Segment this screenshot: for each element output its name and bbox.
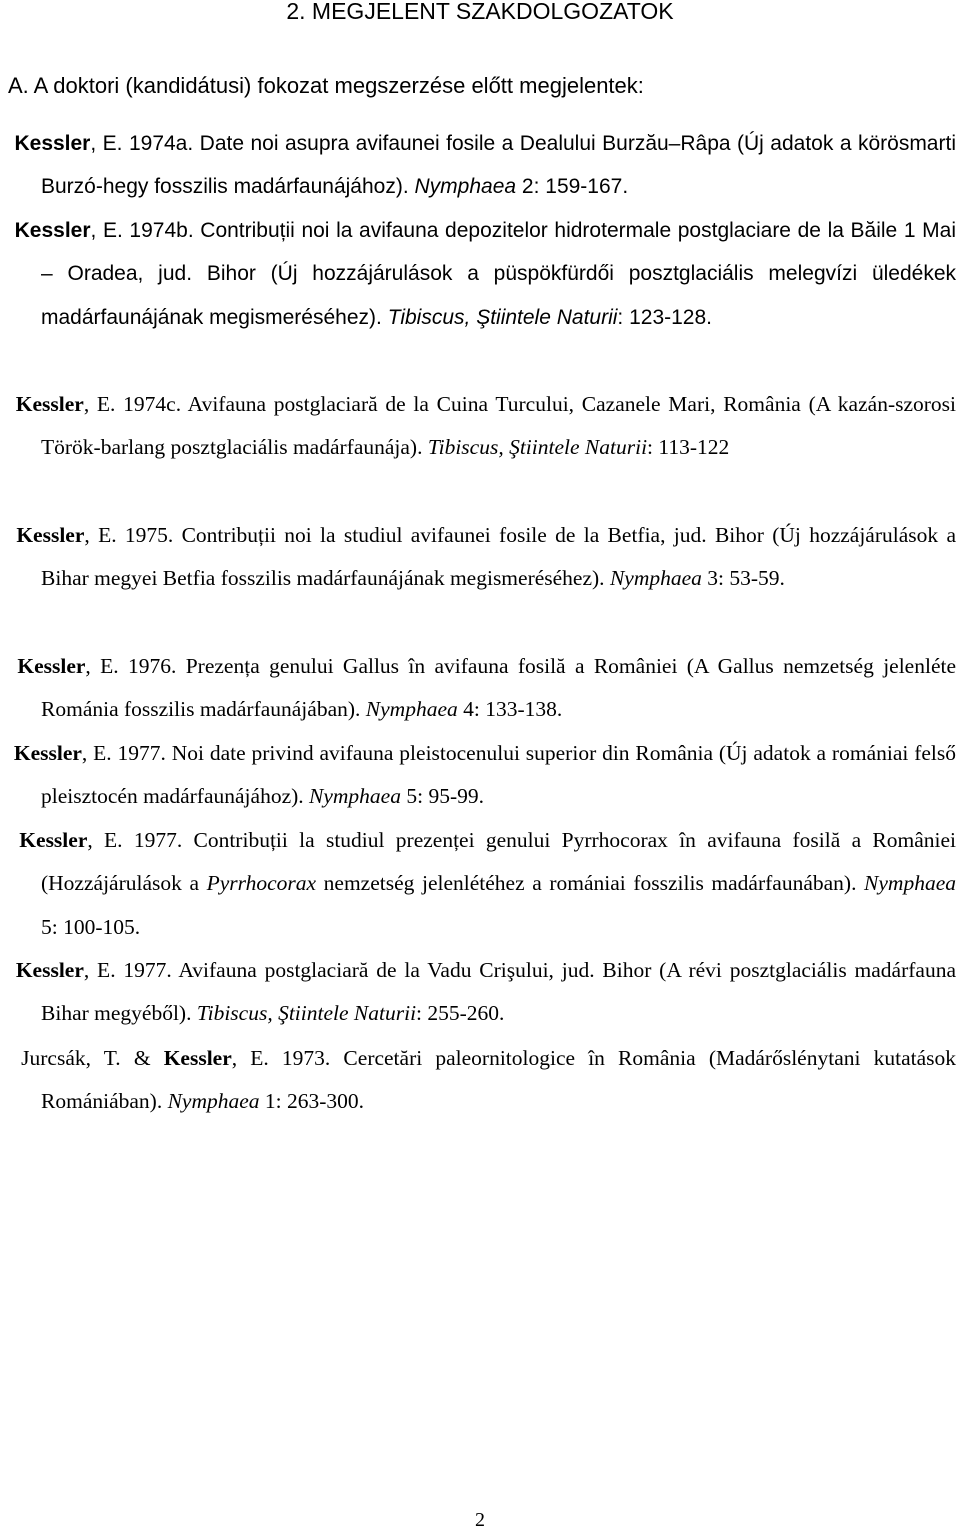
entry-text: , E. 1974b. Contribuții noi la avifauna depozitelor hidrotermale postglaciare de la Băile 1 Mai – Oradea, jud. Bihor (Új hozzájárulások a püspökfürdői posztglaciális melegvízi üledékek madárfaunájának megismeréséhez). [41,219,956,329]
entry-journal: Nymphaea [414,175,517,199]
list-item [8,949,956,1036]
entry-author: Kessler [15,958,84,982]
entry-details: 1: 263-300. [259,1089,365,1114]
entry-text: , E. 1977. Avifauna postglaciară de la Vadu Crişului, jud. Bihor (A révi posztglaciális madárfauna Bihar megyéből). [41,958,957,1026]
entry-coauthor: Jurcsák, T. & [21,1046,164,1070]
entry-journal: Nymphaea [609,566,702,591]
entry-text: , E. 1973. Cercetări paleornitologice în România (Madárőslénytani kutatások Romániában). [41,1046,957,1114]
entry-author: Kessler [14,219,91,242]
page-title: 2. MEGJELENT SZAKDOLGOZATOK [286,0,674,24]
entry-journal: Nymphaea [167,1089,260,1114]
entry-text: , E. 1975. Contribuții noi la studiul avifaunei fosile de la Betfia, jud. Bihor (Új hozzájárulások a Bihar megyei Betfia fosszilis madárfaunájának megismeréséhez). [41,523,956,591]
entry-text: , E. 1977. Contribuții la studiul prezenței genului Pyrrhocorax în avifauna fosilă a României (Hozzájárulások a [41,828,957,896]
entry-journal: Tibiscus, Ştiintele Naturii [387,305,618,329]
entry-details: 5: 95-99. [400,784,484,809]
section-heading: A. A doktori (kandidátusi) fokozat megszerzése előtt megjelentek: [8,73,644,98]
entry-text: , E. 1974a. Date noi asupra avifaunei fosile a Dealului Burzău–Râpa (Új adatok a körösmarti Burzó-hegy fosszilis madárfaunájához). [41,132,956,199]
entry-author: Kessler [16,523,85,547]
list-item [8,514,956,601]
entry-italic-term: Pyrrhocorax [206,871,317,896]
entry-journal: Nymphaea [309,784,401,809]
list-item [8,732,956,819]
entry-details: 5: 100-105. [41,914,141,939]
list-item [8,122,956,209]
page-number: 2 [475,1509,485,1531]
list-item [8,209,956,339]
entry-author: Kessler [15,392,84,416]
entry-journal: Tibiscus, Ştiintele Naturii [427,435,648,460]
entry-journal: Tibiscus, Ştiintele Naturii [196,1001,417,1026]
entry-author: Kessler [163,1046,232,1070]
entry-details: : 123-128. [617,305,712,329]
entry-text: , E. 1974c. Avifauna postglaciară de la Cuina Turcului, Cazanele Mari, România (A kazán-szorosi Török-barlang posztglaciális madárfaunája). [41,392,957,460]
entry-text: , E. 1976. Prezența genului Gallus în avifauna fosilă a României (A Gallus nemzetség jelenléte Románia fosszilis madárfaunájában). [41,654,957,722]
entry-journal: Nymphaea [864,871,956,896]
entry-text-cont: nemzetség jelenlétéhez a romániai fosszilis madárfaunában). [316,871,865,896]
list-item [8,645,956,732]
entry-text: , E. 1977. Noi date privind avifauna pleistocenului superior din România (Új adatok a romániai felső pleisztocén madárfaunájához). [41,741,956,809]
entry-details: 2: 159-167. [516,175,629,199]
entry-details: 3: 53-59. [701,566,785,591]
entry-author: Kessler [17,654,86,678]
entry-details: 4: 133-138. [457,697,563,722]
list-item [8,383,956,470]
entry-details: : 113-122 [647,435,730,460]
entry-author: Kessler [19,828,88,852]
entry-details: : 255-260. [416,1001,505,1026]
list-item [8,819,956,949]
entry-author: Kessler [14,132,91,155]
entry-journal: Nymphaea [365,697,458,722]
list-item [8,1037,956,1124]
entry-author: Kessler [13,741,82,765]
